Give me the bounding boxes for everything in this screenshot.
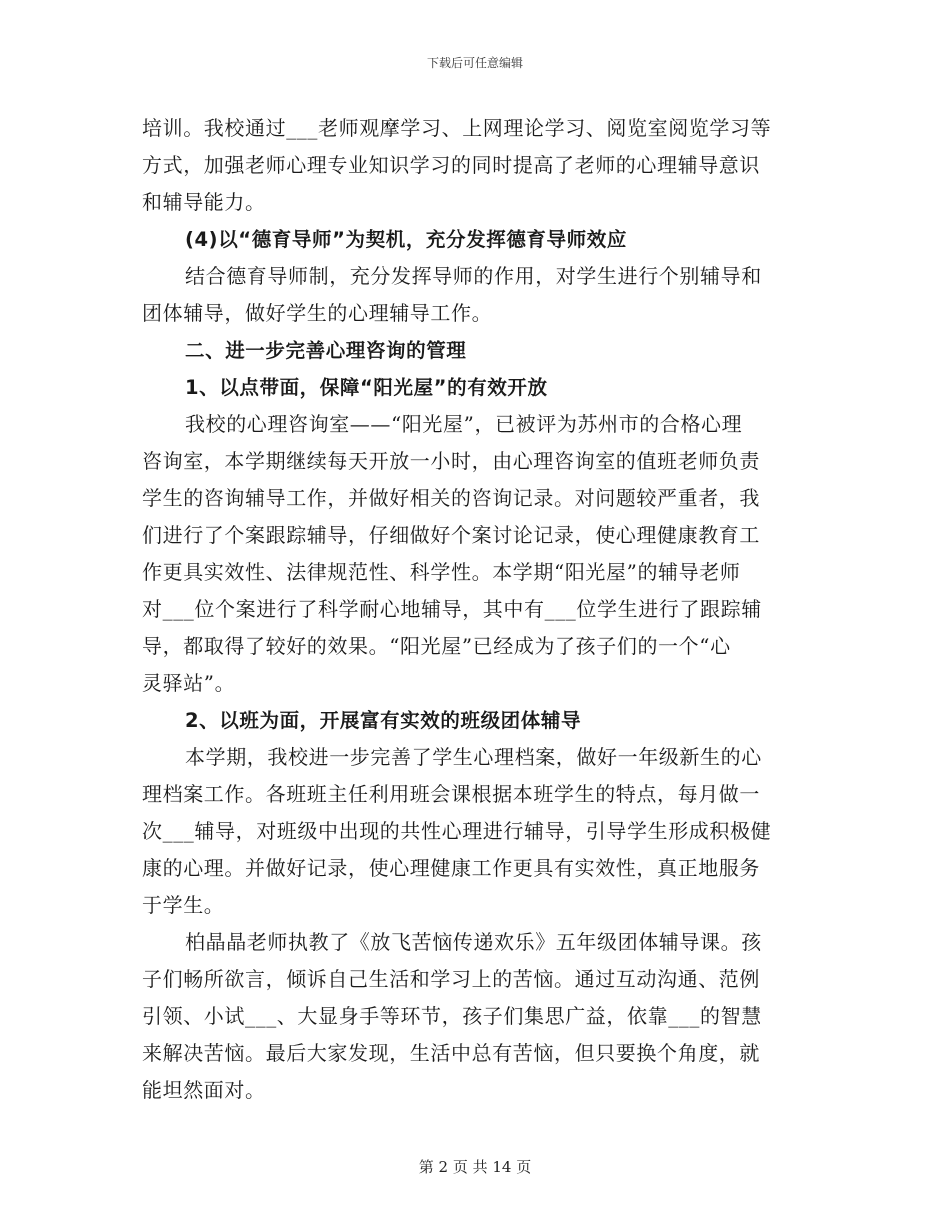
paragraph-body xyxy=(142,924,802,1109)
text-line: 方式，加强老师心理专业知识学习的同时提高了老师的心理辅导意识 xyxy=(142,153,760,177)
heading-text: 二、进一步完善心理咨询的管理 xyxy=(185,339,467,362)
page-footer: 第 2 页 共 14 页 xyxy=(418,1158,532,1176)
text-line: 团体辅导，做好学生的心理辅导工作。 xyxy=(142,301,493,325)
paragraph-body xyxy=(142,406,802,702)
text-line: 来解决苦恼。最后大家发现，生活中总有苦恼，但只要换个角度，就 xyxy=(142,1041,760,1065)
document-body xyxy=(142,110,802,1109)
section-heading xyxy=(142,332,802,369)
text-line: 于学生。 xyxy=(142,893,225,917)
text-line: 灵驿站”。 xyxy=(142,671,236,695)
text-line: 学生的咨询辅导工作，并做好相关的咨询记录。对问题较严重者，我 xyxy=(142,486,760,510)
text-line: 和辅导能力。 xyxy=(142,190,266,214)
text-line: 咨询室，本学期继续每天开放一小时，由心理咨询室的值班老师负责 xyxy=(142,449,760,473)
paragraph-body xyxy=(142,739,802,924)
heading-text: (4)以“德育导师”为契机，充分发挥德育导师效应 xyxy=(185,228,627,251)
section-heading xyxy=(142,702,802,739)
text-line: 结合德育导师制，充分发挥导师的作用，对学生进行个别辅导和 xyxy=(185,264,762,288)
paragraph-body xyxy=(142,258,802,332)
paragraph-body xyxy=(142,110,802,221)
section-heading xyxy=(142,221,802,258)
text-line: 能坦然面对。 xyxy=(142,1078,266,1102)
heading-text: 2、以班为面，开展富有实效的班级团体辅导 xyxy=(185,709,582,732)
heading-text: 1、以点带面，保障“阳光屋”的有效开放 xyxy=(185,376,548,399)
text-line: 子们畅所欲言，倾诉自己生活和学习上的苦恼。通过互动沟通、范例 xyxy=(142,967,760,991)
text-line: 本学期，我校进一步完善了学生心理档案，做好一年级新生的心 xyxy=(185,745,762,769)
text-line: 柏晶晶老师执教了《放飞苦恼传递欢乐》五年级团体辅导课。孩 xyxy=(185,930,762,954)
text-line: 引领、小试___、大显身手等环节，孩子们集思广益，依靠___的智慧 xyxy=(142,1004,762,1028)
text-line: 作更具实效性、法律规范性、科学性。本学期“阳光屋”的辅导老师 xyxy=(142,560,741,584)
text-line: 次___辅导，对班级中出现的共性心理进行辅导，引导学生形成积极健 xyxy=(142,819,772,843)
text-line: 对___位个案进行了科学耐心地辅导，其中有___位学生进行了跟踪辅 xyxy=(142,597,762,621)
section-heading xyxy=(142,369,802,406)
text-line: 们进行了个案跟踪辅导，仔细做好个案讨论记录，使心理健康教育工 xyxy=(142,523,760,547)
text-line: 康的心理。并做好记录，使心理健康工作更具有实效性，真正地服务 xyxy=(142,856,760,880)
text-line: 导，都取得了较好的效果。“阳光屋”已经成为了孩子们的一个“心 xyxy=(142,634,731,658)
text-line: 理档案工作。各班班主任利用班会课根据本班学生的特点，每月做一 xyxy=(142,782,760,806)
text-line: 我校的心理咨询室——“阳光屋”，已被评为苏州市的合格心理 xyxy=(185,412,743,436)
page-header: 下载后可任意编辑 xyxy=(426,56,523,70)
text-line: 培训。我校通过___老师观摩学习、上网理论学习、阅览室阅览学习等 xyxy=(142,116,772,140)
